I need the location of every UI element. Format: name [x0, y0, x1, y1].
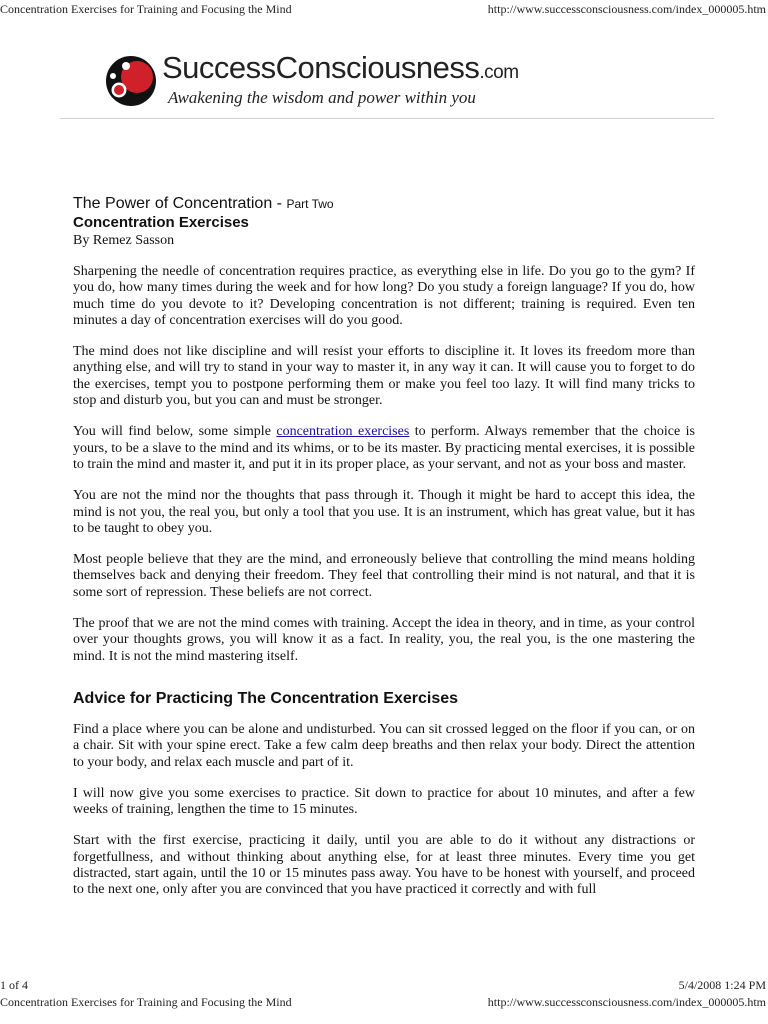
- article-subtitle: Concentration Exercises: [73, 214, 249, 231]
- logo-word-success: Success: [162, 50, 276, 85]
- concentration-exercises-link[interactable]: concentration exercises: [276, 424, 410, 440]
- paragraph-3: [73, 424, 695, 473]
- logo-wordmark: [162, 50, 519, 86]
- paragraph-3-start: You will find below, some simple: [73, 424, 277, 440]
- paragraph-5: Most people believe that they are the mind, and erroneously believe that controlling the mind means holding themselves back and denying their freedom. They feel that controlling their mind is not natural, and that it is some sort of repression. These beliefs are not correct.: [73, 552, 695, 600]
- print-footer-datetime: 5/4/2008 1:24 PM: [678, 978, 766, 992]
- print-header-title: Concentration Exercises for Training and Focusing the Mind: [0, 2, 292, 16]
- paragraph-9: Start with the first exercise, practicing it daily, until you are able to do it without any distractions or forgetfullness, and without thinking about anything else, for at least three minutes. Every time you get distracted, start again, until the 10 or 15 minutes pass away. You have to be honest with yourself, and proceed to the next one, only after you are convinced that you have practiced it correctly and with full: [73, 833, 695, 898]
- paragraph-8: I will now give you some exercises to practice. Sit down to practice for about 10 minutes, and after a few weeks of training, lengthen the time to 15 minutes.: [73, 785, 695, 818]
- paragraph-4: You are not the mind nor the thoughts that pass through it. Though it might be hard to accept this idea, the mind is not you, the real you, but only a tool that you use. It is an instrument, which has great value, but it has to be taught to obey you.: [73, 488, 695, 536]
- print-footer-url: http://www.successconsciousness.com/index_000005.htm: [487, 995, 766, 1009]
- logo-word-consciousness: Consciousness: [275, 50, 480, 85]
- logo-mark-icon: [104, 54, 158, 108]
- article-title-part: Part Two: [286, 197, 334, 211]
- article-title-main: The Power of Concentration -: [73, 195, 287, 212]
- article-byline: By Remez Sasson: [73, 233, 175, 248]
- paragraph-2: The mind does not like discipline and will resist your efforts to discipline it. It loves its freedom more than anything else, and will try to stand in your way to master it, in any way it can. It will cause you to forget to do the exercises, tempt you to postpone performing them or make you feel too lazy. It will find many tricks to stop and disturb you, but you can and must be stronger.: [73, 344, 695, 409]
- logo-tagline: Awakening the wisdom and power within you: [168, 88, 476, 107]
- paragraph-1: Sharpening the needle of concentration requires practice, as everything else in life. Do you go to the gym? If you do, how many times during the week and for how long? Do you study a foreign language? If you do, how much time do you devote to it? Developing concentration is not different; training is required. Even ten minutes a day of concentration exercises will do you good.: [73, 264, 695, 328]
- print-footer-title: Concentration Exercises for Training and Focusing the Mind: [0, 995, 292, 1009]
- logo-word-com: .com: [479, 62, 519, 83]
- site-logo[interactable]: [104, 52, 524, 112]
- section-heading: Advice for Practicing The Concentration Exercises: [73, 689, 459, 707]
- article-title: [73, 194, 695, 214]
- article-body: [73, 194, 695, 914]
- header-divider: [60, 118, 714, 119]
- paragraph-7: Find a place where you can be alone and undisturbed. You can sit crossed legged on the floor if you can, or on a chair. Sit with your spine erect. Take a few calm deep breaths and then relax your body. Direct the attention to your body, and relax each muscle and part of it.: [73, 721, 695, 770]
- print-footer-page: 1 of 4: [0, 978, 28, 992]
- paragraph-6: The proof that we are not the mind comes with training. Accept the idea in theory, and in time, as your control over your thoughts grows, you will know it as a fact. In reality, you, the real you, is the one mastering the mind. It is not the mind mastering itself.: [73, 616, 695, 664]
- print-header-url: http://www.successconsciousness.com/index_000005.htm: [487, 2, 766, 16]
- paragraph-3-end: to perform. Always remember that the choice is yours, to be a slave to the mind and its whims, or to be its master. By practicing mental exercises, it is possible to train the mind and master it, and put it in its proper place, as your servant, and not as your boss and master.: [73, 424, 695, 472]
